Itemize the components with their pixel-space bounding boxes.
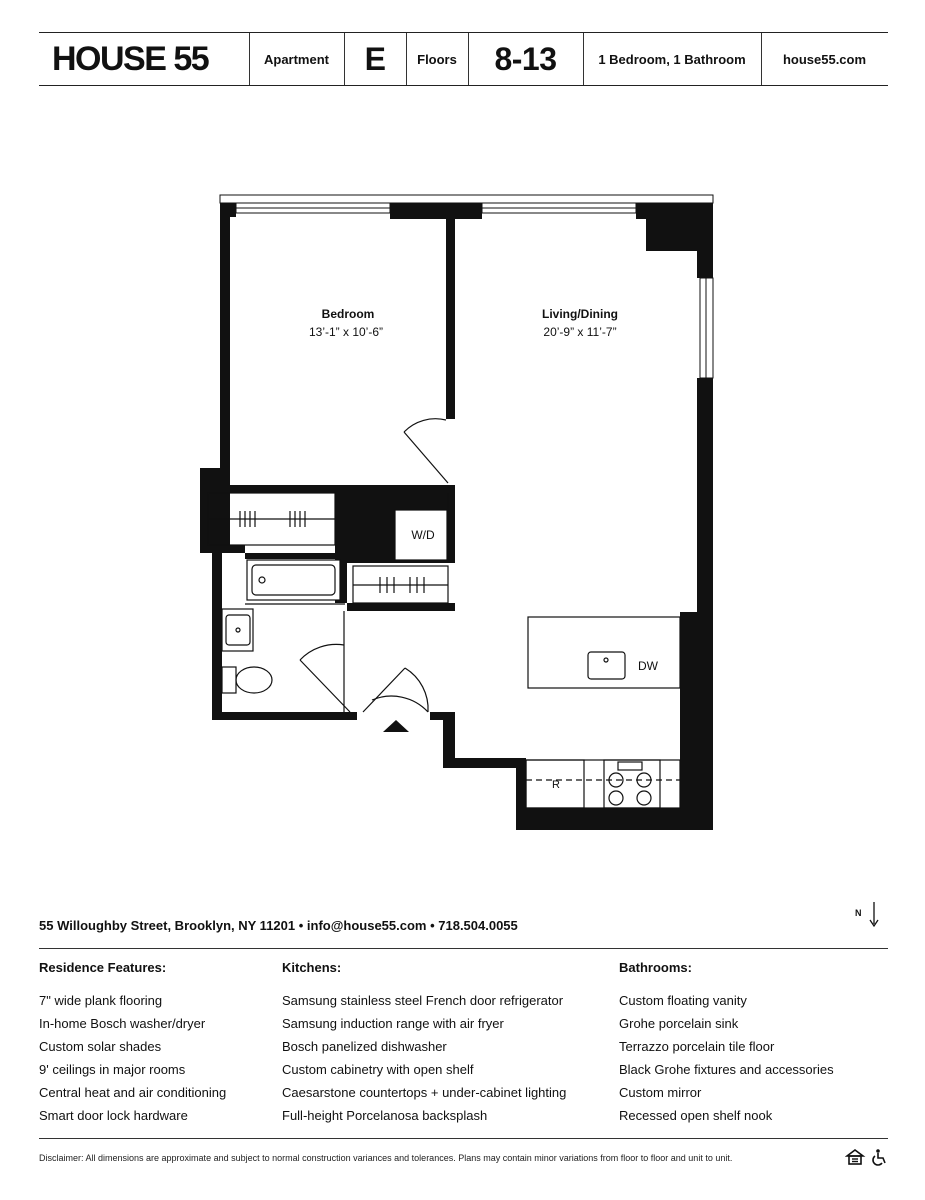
wall-segment <box>212 553 222 720</box>
wall-segment <box>390 203 482 219</box>
list-item: Custom mirror <box>619 1085 702 1100</box>
floors-label: Floors <box>417 51 457 67</box>
contact-line: 55 Willoughby Street, Brooklyn, NY 11201 • info@house55.com • 718.504.0055 <box>39 918 518 933</box>
section-title: Bathrooms: <box>619 960 692 975</box>
wall-segment <box>516 808 713 830</box>
list-item: Black Grohe fixtures and accessories <box>619 1062 834 1077</box>
divider-rule <box>39 1138 888 1139</box>
bedroom-name: Bedroom <box>321 307 375 321</box>
wall-segment <box>430 712 455 720</box>
list-item: Full-height Porcelanosa backsplash <box>282 1108 488 1123</box>
list-item: In-home Bosch washer/dryer <box>39 1016 206 1031</box>
list-item: Bosch panelized dishwasher <box>282 1039 447 1054</box>
walls <box>200 203 713 830</box>
list-item: Central heat and air conditioning <box>39 1085 227 1100</box>
list-item: Caesarstone countertops + under-cabinet lighting <box>282 1085 567 1100</box>
section-title: Kitchens: <box>282 960 342 975</box>
list-item: Recessed open shelf nook <box>619 1108 773 1123</box>
equal-housing-icon <box>845 1148 889 1166</box>
list-item: Custom solar shades <box>39 1039 162 1054</box>
website-link[interactable]: house55.com <box>782 51 867 67</box>
list-item: Smart door lock hardware <box>39 1108 188 1123</box>
wall-segment <box>347 603 455 611</box>
north-label: N <box>855 908 862 918</box>
list-item: Samsung induction range with air fryer <box>282 1016 504 1031</box>
door-swing <box>404 419 446 432</box>
entry-marker <box>383 720 409 732</box>
disclaimer: Disclaimer: All dimensions are approximate and subject to normal construction variances and tolerances. Plans may contain minor variations from floor to floor and unit to unit. <box>39 1153 733 1163</box>
list-item: Samsung stainless steel French door refrigerator <box>282 993 564 1008</box>
residence-features <box>39 960 226 1127</box>
wall-segment <box>200 545 245 553</box>
list-item: Grohe porcelain sink <box>619 1016 739 1031</box>
wall-segment <box>200 468 230 552</box>
list-item: Terrazzo porcelain tile floor <box>619 1039 775 1054</box>
list-item: Custom floating vanity <box>619 993 747 1008</box>
wall-segment <box>245 553 347 559</box>
washer-dryer-label: W/D <box>411 528 435 542</box>
footer-icons <box>845 1148 889 1169</box>
apartment-value: E <box>364 40 386 77</box>
apartment-label: Apartment <box>263 51 329 67</box>
north-arrow-icon <box>866 902 882 930</box>
wall-segment <box>446 219 455 419</box>
bathroom-features <box>619 960 834 1127</box>
bedroom-size: 13’-1” x 10’-6” <box>308 325 384 339</box>
list-item: 7" wide plank flooring <box>39 993 163 1008</box>
door-swing <box>372 696 428 712</box>
wall-segment <box>516 758 526 830</box>
door-swing <box>300 644 344 660</box>
wall-segment <box>220 203 230 468</box>
refrigerator-label: R <box>552 779 560 791</box>
living-size: 20’-9” x 11’-7” <box>543 325 617 339</box>
brand-logo: HOUSE 55 <box>52 39 209 78</box>
windows <box>236 203 713 378</box>
wall-segment <box>697 203 713 278</box>
top-window-strip <box>220 195 713 203</box>
wall-segment <box>230 203 236 217</box>
wall-segment <box>212 712 357 720</box>
accessibility-icon <box>873 1149 885 1165</box>
kitchen-features <box>282 960 566 1127</box>
list-item: 9' ceilings in major rooms <box>39 1062 186 1077</box>
floors-value: 8-13 <box>494 40 557 77</box>
section-title: Residence Features: <box>39 960 167 975</box>
living-name: Living/Dining <box>542 307 618 321</box>
divider-rule <box>39 948 888 949</box>
list-item: Custom cabinetry with open shelf <box>282 1062 474 1077</box>
wall-segment <box>443 712 455 766</box>
unit-type: 1 Bedroom, 1 Bathroom <box>598 51 746 67</box>
dishwasher-label: DW <box>638 659 658 673</box>
wall-segment <box>443 758 526 768</box>
wall-segment <box>680 612 713 830</box>
